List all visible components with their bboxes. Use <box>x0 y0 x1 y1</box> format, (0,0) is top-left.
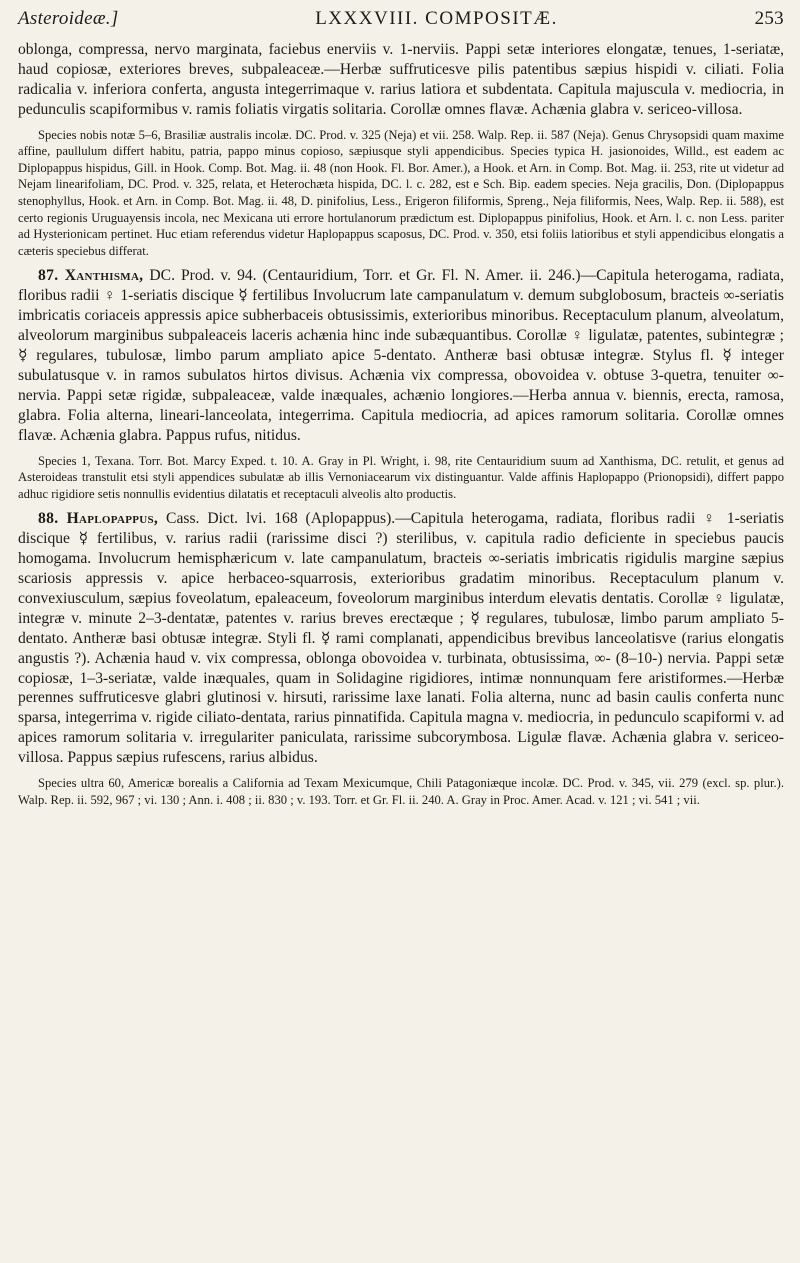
paragraph-species-note <box>18 775 784 808</box>
paragraph-species-note <box>18 127 784 260</box>
paragraph-text: DC. Prod. v. 94. (Centauridium, Torr. et Gr. Fl. N. Amer. ii. 246.)—Capitula heterogama, radiata, floribus radii ♀ 1-seriatis discique ☿ fertilibus Involucrum late campanulatum v. demum subglobosum, bracteis ∞-seriatis imbricatis coriaceis appressis apice subherbaceis obtusissimis, exterioribus minoribus. Receptaculum planum, alveolatum, alveolorum marginibus subpaleaceis laceris achænia hinc inde subæquantibus. Corollæ ♀ ligulatæ, patentes, subintegræ ; ☿ regulares, tubulosæ, limbo parum ampliato apice 5-dentato. Antheræ basi obtusæ integræ. Stylus fl. ☿ integer subulatusque v. in ramos subulatos hirtos divisus. Achænia vix compressa, obovoidea v. obtuse 3-quetra, tenuiter ∞-nervia. Pappi setæ rigidæ, subpaleaceæ, valde inæquales, achænio longiores.—Herba annua v. biennis, erecta, ramosa, glabra. Folia alterna, lineari-lanceolata, integerrima. Capitula mediocria, ad apices ramorum solitaria. Corollæ omnes flavæ. Achænia glabra. Pappus rufus, nitidus. <box>18 267 784 444</box>
paragraph-genus-description <box>18 40 784 120</box>
page-number: 253 <box>754 8 784 29</box>
header-section: Asteroideæ.] <box>18 8 119 29</box>
paragraph-species-note <box>18 453 784 503</box>
running-header <box>18 8 784 30</box>
paragraph-genus-87 <box>18 266 784 445</box>
paragraph-text: Cass. Dict. lvi. 168 (Aplopappus).—Capitula heterogama, radiata, floribus radii ♀ 1-seriatis disciquе ☿ fertilibus, v. rarius radii (rarissime disci ?) sterilibus, v. capitula radio deficiente in speciebus paucis homogama. Involucrum hemisphæricum v. late campanulatum, bracteis ∞-seriatis imbricatis rigidulis margine sæpius scariosis appressis v. apice herbaceo-squarrosis, exterioribus gradatim minoribus. Receptaculum planum v. convexiusculum, sæpius foveolatum, epaleaceum, foveolorum marginibus interdum elevatis dentatis. Corollæ ♀ ligulatæ, integræ v. minute 2–3-dentatæ, patentes v. rarius breves erectæque ; ☿ regulares, tubulosæ, limbo parum ampliato 5-dentato. Antheræ basi obtusæ integræ. Styli fl. ☿ rami complanati, appendicibus brevibus lanceolatisve (rarius elongatis angustis ?). Achænia haud v. vix compressa, oblonga obovoidea v. turbinata, obtusissima, ∞- (8–10-) nervia. Pappi setæ copiosæ, 1–3-seriatæ, valde inæquales, quam in Solidagine rigidiores, intimæ nonnunquam fere aristiformes.—Herbæ perennes suffruticesve glabri glutinosi v. hirsuti, rarissime laxe lanati. Folia alterna, nunc ad basin caulis conferta nunc sparsa, integerrima v. rigide ciliato-dentata, rarius pinnatifida. Capitula magna v. mediocria, in pedunculo scapiformi v. ad apices ramorum solitaria v. irregulariter paniculata, rarissime subcorymbosa. Ligulæ flavæ. Achænia glabra v. sericeo-villosa. Pappus sæpius rufescens, rarius albidus. <box>18 510 784 767</box>
header-title: LXXXVIII. COMPOSITÆ. <box>315 8 558 29</box>
paragraph-text: oblonga, compressa, nervo marginata, faciebus enerviis v. 1-nerviis. Pappi setæ interiores elongatæ, tenues, 1-seriatæ, haud copiosæ, exteriores breves, subpaleaceæ.—Herbæ suffruticesve pilis patentibus sæpius hispidi v. ciliati. Folia radicalia v. inferiora conferta, angusta integerrimaque v. rarius latiora et subdentata. Capitula majuscula v. mediocria, in pedunculis scapiformibus v. ramis foliatis virgatis solitaria. Corollæ omnes flavæ. Achænia glabra v. sericeo-villosa. <box>18 41 784 118</box>
paragraph-text: Species 1, Texana. Torr. Bot. Marcy Exped. t. 10. A. Gray in Pl. Wright, i. 98, rite Centauridium suum ad Xanthisma, DC. retulit, et genus ad Asteroideas transtulit etsi styli appendices subulatæ ab illis Vernoniacearum vix distinguantur. Valde affinis Haplopappo (Prionopsidi), differt pappo adhuc rigidiore setis nonnullis evidentius dilatatis et receptaculi alveolis alto productis. <box>18 453 784 501</box>
paragraph-text: Species ultra 60, Americæ borealis a California ad Texam Mexicumque, Chili Patagoniæque incolæ. DC. Prod. v. 345, vii. 279 (excl. sp. plur.). Walp. Rep. ii. 592, 967 ; vi. 130 ; Ann. i. 408 ; ii. 830 ; v. 193. Torr. et Gr. Fl. ii. 240. A. Gray in Proc. Amer. Acad. v. 121 ; vi. 541 ; vii. <box>18 776 784 807</box>
paragraph-text: Species nobis notæ 5–6, Brasiliæ australis incolæ. DC. Prod. v. 325 (Neja) et vii. 258. Walp. Rep. ii. 587 (Neja). Genus Chrysopsidi quam maxime affine, paullulum differt habitu, patria, pappo minus copioso, sæpiusque styli appendicibus. Species typica H. jasionoides, Willd., est eadem ac Diplopappus hispidus, Gill. in Hook. Comp. Bot. Mag. ii. 48 (non Hook. Fl. Bor. Amer.), a Hook. et Arn. in Comp. Bot. Mag. ii. 253, rite ut videtur ad Nejam linearifoliam, DC. Prod. v. 325, relata, et Heterochæta hispida, DC. l. c. 282, est e Sch. Bip. eadem species. Neja gracilis, Don. (Diplopappus stenophyllus, Hook. et Arn. in Comp. Bot. Mag. ii. 48, D. pinifolius, Less., Erigeron filiformis, Spreng., Neja filiformis, Nees, Walp. Rep. ii. 588), est certo regionis Uruguayensis incola, nec Mexicana uti errore hortulanorum prædictum est. Diplopappus pinifolius, Hook. et Arn. l. c. non Less. pariter ad Hysterionicam pertinet. Huc etiam referendus videtur Haplopappus scaposus, DC. Prod. v. 350, etsi foliis latioribus et styli appendicibus elongatis a cæteris speciebus differat. <box>18 127 784 258</box>
paragraph-genus-88 <box>18 509 784 768</box>
genus-heading: 88. Haplopappus, <box>38 510 159 528</box>
genus-heading: 87. Xanthisma, <box>38 267 144 285</box>
